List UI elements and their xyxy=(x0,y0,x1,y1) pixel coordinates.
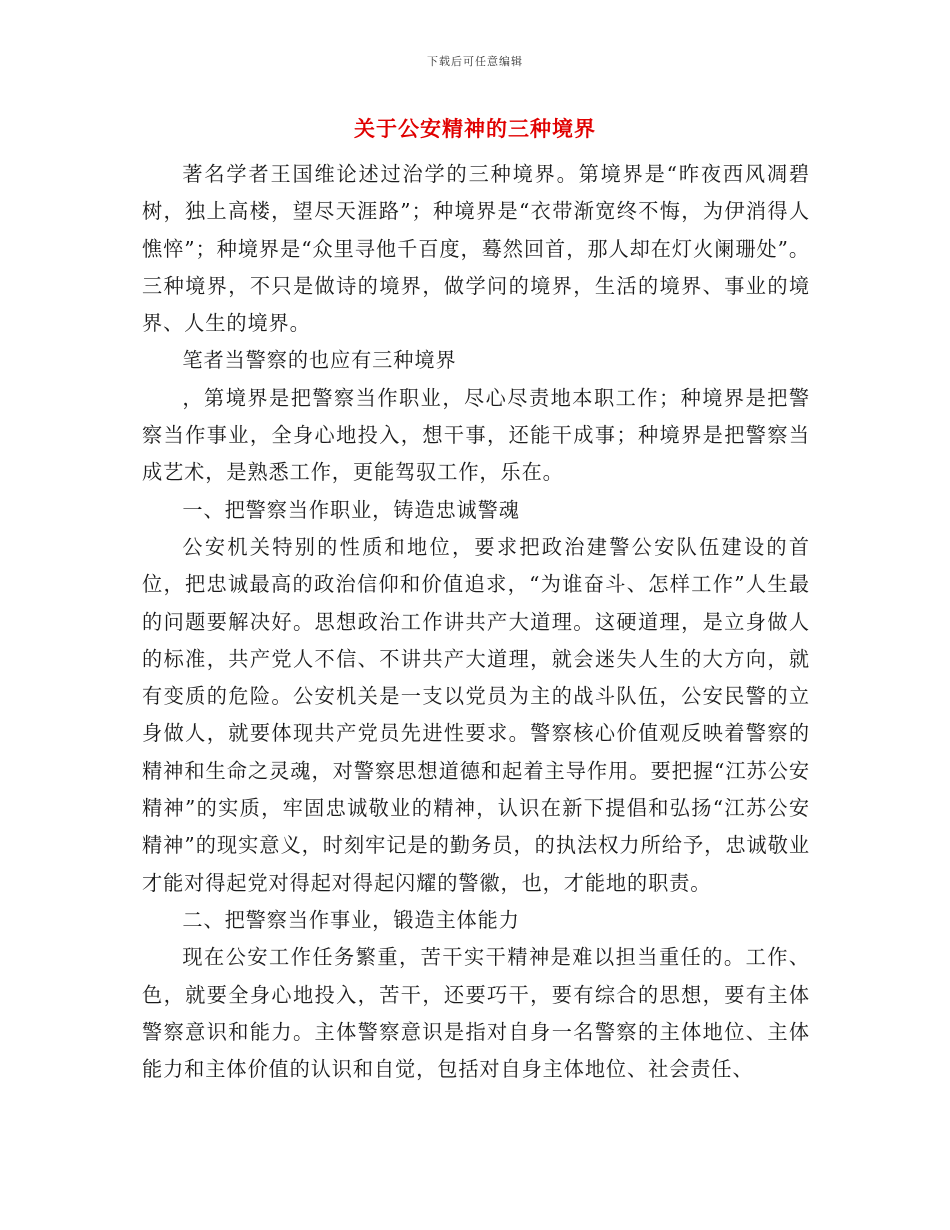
header-note: 下载后可任意编辑 xyxy=(427,55,523,68)
section-heading-2: 二、把警察当作事业，锻造主体能力 xyxy=(182,907,520,932)
document-body xyxy=(142,156,810,1088)
paragraph-intro: 著名学者王国维论述过治学的三种境界。第境界是“昨夜西风凋碧树，独上高楼，望尽天涯路”；种境界是“衣带渐宽终不悔，为伊消得人憔悴”；种境界是“众里寻他千百度，蓦然回首，那人却在灯火阑珊处”。三种境界，不只是做诗的境界，做学问的境界，生活的境界、事业的境界、人生的境界。 xyxy=(142,162,810,336)
document-title: 关于公安精神的三种境界 xyxy=(354,117,596,141)
paragraph-section-2: 现在公安工作任务繁重，苦干实干精神是难以担当重任的。工作、色，就要全身心地投入，苦干，还要巧干，要有综合的思想，要有主体警察意识和能力。主体警察意识是指对自身一名警察的主体地位、主体能力和主体价值的认识和自觉，包括对自身主体地位、社会责任、 xyxy=(142,945,810,1082)
section-heading-1: 一、把警察当作职业，铸造忠诚警魂 xyxy=(182,497,520,522)
paragraph-three-realms: ，第境界是把警察当作职业，尽心尽责地本职工作；种境界是把警察当作事业，全身心地投入，想干事，还能干成事；种境界是把警察当成艺术，是熟悉工作，更能驾驭工作，乐在。 xyxy=(142,385,810,485)
paragraph-author-view: 笔者当警察的也应有三种境界 xyxy=(182,348,457,373)
paragraph-section-1: 公安机关特别的性质和地位，要求把政治建警公安队伍建设的首位，把忠诚最高的政治信仰和价值追求，“为谁奋斗、怎样工作”人生最的问题要解决好。思想政治工作讲共产大道理。这硬道理，是立身做人的标准，共产党人不信、不讲共产大道理，就会迷失人生的大方向，就有变质的危险。公安机关是一支以党员为主的战斗队伍，公安民警的立身做人，就要体现共产党员先进性要求。警察核心价值观反映着警察的精神和生命之灵魂，对警察思想道德和起着主导作用。要把握“江苏公安精神”的实质，牢固忠诚敬业的精神，认识在新下提倡和弘扬“江苏公安精神”的现实意义，时刻牢记是的勤务员，的执法权力所给予，忠诚敬业才能对得起党对得起对得起闪耀的警徽，也，才能地的职责。 xyxy=(142,534,810,895)
